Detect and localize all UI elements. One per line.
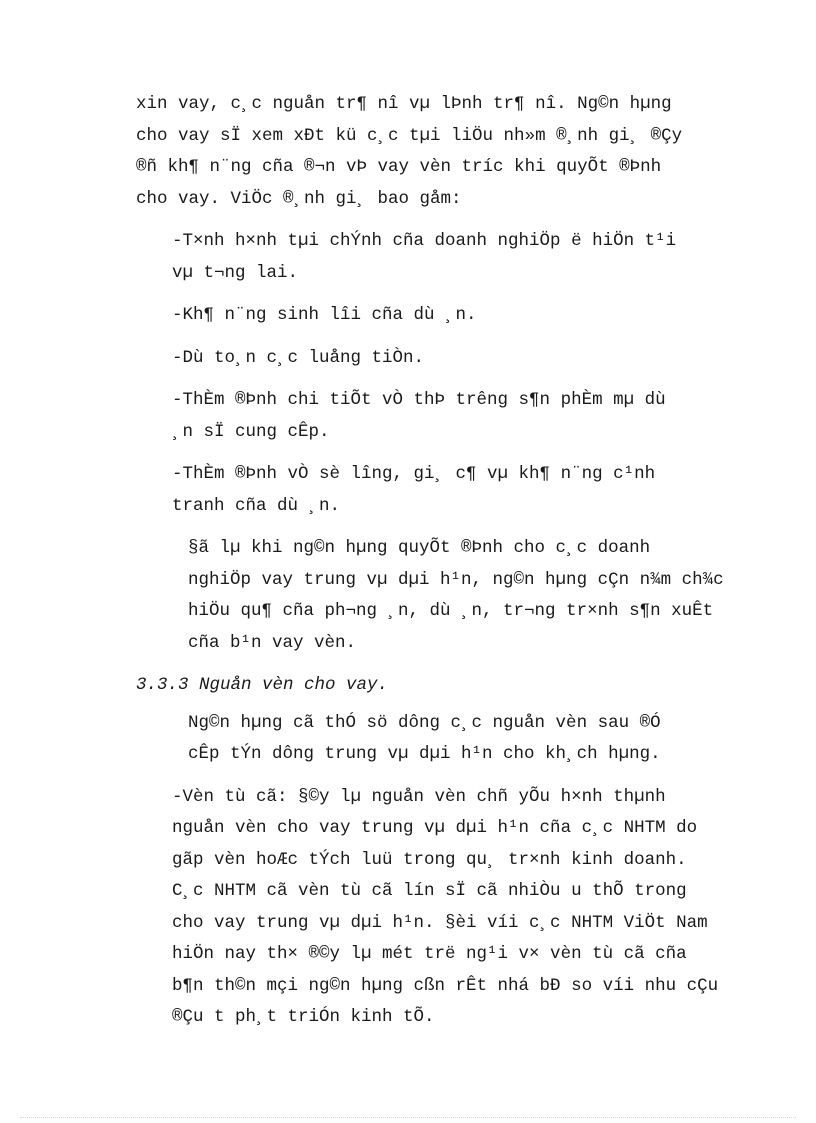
text-line: -ThÈm ®Þnh vÒ sè lîng, gi¸ c¶ vµ kh¶ n¨ng c¹nh [172, 464, 656, 484]
text-line: ®ñ kh¶ n¨ng cña ®¬n vÞ vay vèn tríc khi quyÕt ®Þnh [136, 157, 662, 177]
text-line: -ThÈm ®Þnh chi tiÕt vÒ thÞ trêng s¶n phÈm mµ dù [172, 390, 666, 410]
text-line: ¸n sÏ cung cÊp. [172, 421, 330, 442]
text-line: cho vay. ViÖc ®¸nh gi¸ bao gåm: [136, 188, 462, 209]
text-line: cña b¹n vay vèn. [188, 632, 357, 653]
text-line: -T×nh h×nh tµi chÝnh cña doanh nghiÖp ë hiÖn t¹i [172, 231, 677, 251]
text-line: §ã lµ khi ng©n hµng quyÕt ®Þnh cho c¸c doanh [188, 538, 651, 558]
text-line: cÊp tÝn dông trung vµ dµi h¹n cho kh¸ch hµng. [188, 744, 661, 764]
body-paragraph [136, 459, 740, 522]
body-paragraph [136, 385, 740, 448]
body-paragraph [136, 300, 740, 332]
body-paragraph [136, 343, 740, 375]
text-line: xin vay, c¸c nguån tr¶ nî vµ lÞnh tr¶ nî. Ng©n hµng [136, 94, 672, 114]
text-line: C¸c NHTM cã vèn tù cã lín sÏ cã nhiÒu u thÕ trong [172, 881, 687, 901]
text-line: -Dù to¸n c¸c luång tiÒn. [172, 347, 425, 368]
text-line: vµ t¬ng lai. [172, 262, 299, 283]
body-paragraph [136, 708, 740, 771]
text-line: 3.3.3 Nguån vèn cho vay. [136, 675, 389, 695]
body-paragraph [136, 782, 740, 1034]
text-line: -Vèn tù cã: §©y lµ nguån vèn chñ yÕu h×nh thµnh [172, 786, 666, 807]
text-line: ®Çu t ph¸t triÓn kinh tÕ. [172, 1007, 435, 1027]
text-line: hiÖn nay th× ®©y lµ mét trë ng¹i v× vèn tù cã cña [172, 944, 687, 964]
text-line: cho vay sÏ xem xÐt kü c¸c tµi liÖu nh»m ®¸nh gi¸ ®Çy [136, 125, 683, 146]
text-line: -Kh¶ n¨ng sinh lîi cña dù ¸n. [172, 305, 477, 325]
body-paragraph [136, 89, 740, 215]
text-line: Ng©n hµng cã thÓ sö dông c¸c nguån vèn sau ®Ó [188, 712, 661, 733]
section-heading [136, 670, 740, 702]
page-body [136, 89, 740, 1045]
body-paragraph [136, 226, 740, 289]
text-line: gãp vèn hoÆc tÝch luü trong qu¸ tr×nh kinh doanh. [172, 849, 687, 870]
text-line: nguån vèn cho vay trung vµ dµi h¹n cña c¸c NHTM do [172, 818, 698, 838]
text-line: nghiÖp vay trung vµ dµi h¹n, ng©n hµng cÇn n¾m ch¾c [188, 569, 724, 590]
body-paragraph [136, 533, 740, 659]
text-line: cho vay trung vµ dµi h¹n. §èi víi c¸c NHTM ViÖt Nam [172, 912, 708, 933]
text-line: hiÖu qu¶ cña ph¬ng ¸n, dù ¸n, tr¬ng tr×nh s¶n xuÊt [188, 601, 714, 621]
text-line: tranh cña dù ¸n. [172, 495, 341, 516]
text-line: b¶n th©n mçi ng©n hµng cßn rÊt nhá bÐ so víi nhu cÇu [172, 975, 719, 996]
page-bottom-divider [20, 1117, 796, 1118]
